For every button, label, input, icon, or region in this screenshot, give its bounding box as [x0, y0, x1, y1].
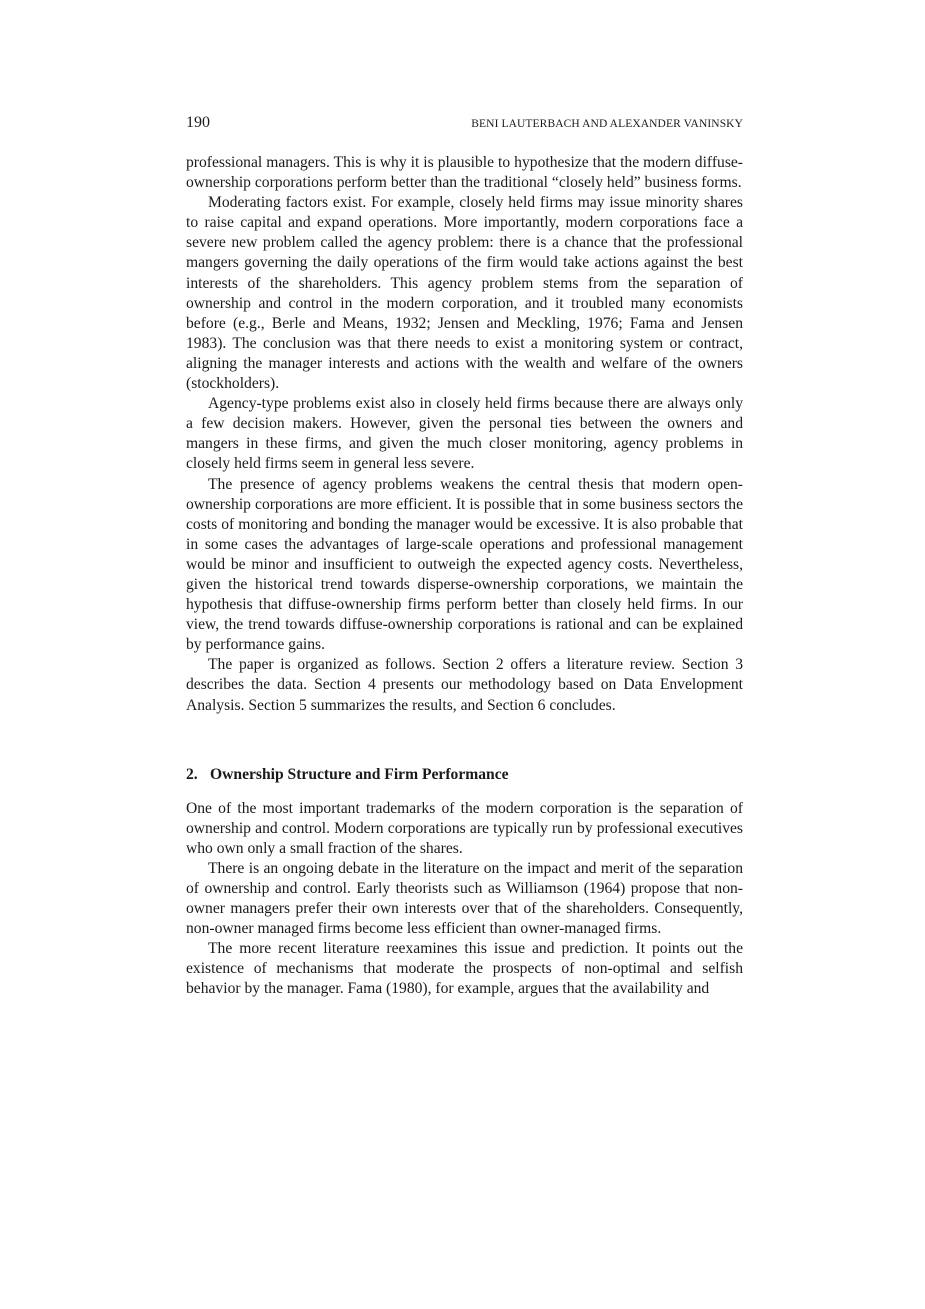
- paragraph-recent-literature: The more recent literature reexamines this issue and prediction. It points out the existence of mechanisms that moderate the prospects of non-optimal and selfish behavior by the manager. Fama (1980), for example, argues that the availability and: [186, 940, 743, 998]
- section-title: Ownership Structure and Firm Performance: [210, 765, 509, 783]
- page-number: 190: [186, 114, 210, 131]
- paragraph-paper-organization: The paper is organized as follows. Section 2 offers a literature review. Section 3 describes the data. Section 4 presents our methodology based on Data Envelopment Analysis. Section 5 summarizes the results, and Section 6 concludes.: [186, 656, 743, 714]
- paragraph-moderating-factors: Moderating factors exist. For example, closely held firms may issue minority shares to raise capital and expand operations. More importantly, modern corporations face a severe new problem called the agency problem: there is a chance that the professional mangers governing the daily operations of the firm would take actions against the best interests of the shareholders. This agency problem stems from the separation of ownership and control in the modern corporation, and it troubled many economists before (e.g., Berle and Means, 1932; Jensen and Meckling, 1976; Fama and Jensen 1983). The conclusion was that there needs to exist a monitoring system or contract, aligning the manager interests and actions with the wealth and welfare of the owners (stockholders).: [186, 194, 743, 393]
- body-text: [186, 153, 743, 1000]
- running-header: [186, 114, 743, 138]
- paragraph-presence-of-agency-problems: The presence of agency problems weakens the central thesis that modern open-ownership corporations are more efficient. It is possible that in some business sectors the costs of monitoring and bonding the manager would be excessive. It is also probable that in some cases the advantages of large-scale operations and professional management would be minor and insufficient to outweigh the expected agency costs. Nevertheless, given the historical trend towards disperse-ownership corporations, we maintain the hypothesis that diffuse-ownership firms perform better than closely held firms. In our view, the trend towards diffuse-ownership corporations is rational and can be explained by performance gains.: [186, 475, 743, 654]
- paragraph-continued: professional managers. This is why it is plausible to hypothesize that the modern diffuse-ownership corporations perform better than the traditional “closely held” business forms.: [186, 154, 743, 192]
- section-number: 2.: [186, 765, 198, 783]
- paragraph-agency-type-problems: Agency-type problems exist also in closely held firms because there are always only a few decision makers. However, given the personal ties between the owners and mangers in these firms, and given the much closer monitoring, agency problems in closely held firms seem in general less severe.: [186, 395, 743, 473]
- section-heading: [186, 765, 743, 785]
- running-head-authors: BENI LAUTERBACH AND ALEXANDER VANINSKY: [471, 118, 743, 130]
- document-page: [186, 114, 743, 1000]
- paragraph-trademarks: One of the most important trademarks of the modern corporation is the separation of ownership and control. Modern corporations are typically run by professional executives who own only a small fraction of the shares.: [186, 799, 743, 857]
- paragraph-ongoing-debate: There is an ongoing debate in the literature on the impact and merit of the separation of ownership and control. Early theorists such as Williamson (1964) propose that non-owner managers prefer their own interests over that of the shareholders. Consequently, non-owner managed firms become less efficient than owner-managed firms.: [186, 859, 743, 938]
